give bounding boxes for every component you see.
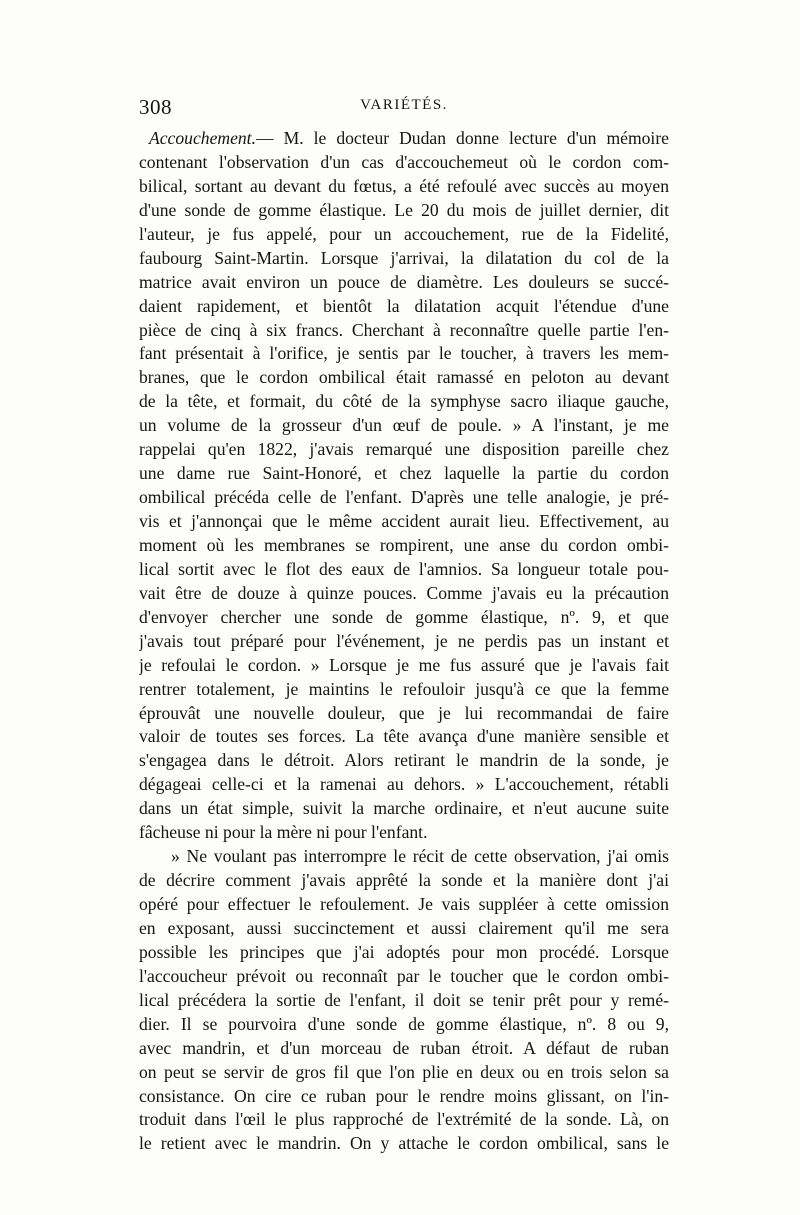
paragraph-accouchement — [139, 127, 669, 845]
text-line: de la tête, et formait, du côté de la symphyse sacro iliaque gauche, — [139, 391, 669, 412]
text-line: rappelai qu'en 1822, j'avais remarqué une disposition pareille chez — [139, 439, 669, 460]
running-head — [139, 95, 669, 123]
text-line: lical précédera la sortie de l'enfant, il doit se tenir prêt pour y remé- — [139, 989, 669, 1010]
text-line: moment où les membranes se rompirent, une anse du cordon ombi- — [139, 534, 669, 555]
text-line: lical sortit avec le flot des eaux de l'amnios. Sa longueur totale pou- — [139, 558, 669, 579]
text-line: s'engagea dans le détroit. Alors retirant le mandrin de la sonde, je — [139, 750, 669, 771]
text-line: je refoulai le cordon. » Lorsque je me fus assuré que je l'avais fait — [139, 654, 669, 675]
text-line: d'envoyer chercher une sonde de gomme élastique, nº. 9, et que — [139, 606, 669, 627]
text-line: le retient avec le mandrin. On y attache le cordon ombilical, sans le — [139, 1133, 669, 1154]
text-line: en exposant, aussi succinctement et aussi clairement qu'il me sera — [139, 917, 669, 938]
text-line: bilical, sortant au devant du fœtus, a été refoulé avec succès au moyen — [139, 175, 669, 196]
text-line: l'accoucheur prévoit ou reconnaît par le toucher que le cordon ombi- — [139, 965, 669, 986]
text-line: fâcheuse ni pour la mère ni pour l'enfant. — [139, 822, 428, 843]
text-line: vait être de douze à quinze pouces. Comme j'avais eu la précaution — [139, 582, 669, 603]
text-line: consistance. On cire ce ruban pour le rendre moins glissant, on l'in- — [139, 1085, 669, 1106]
text-line: rentrer totalement, je maintins le refouloir jusqu'à ce que la femme — [139, 678, 669, 699]
text-line: d'une sonde de gomme élastique. Le 20 du mois de juillet dernier, dit — [139, 199, 669, 220]
text-line: daient rapidement, et bientôt la dilatation acquit l'étendue d'une — [139, 295, 669, 316]
text-line — [139, 127, 669, 151]
text-line: ombilical précéda celle de l'enfant. D'après une telle analogie, je pré- — [139, 487, 669, 508]
text-line: l'auteur, je fus appelé, pour un accouchement, rue de la Fidelité, — [139, 223, 669, 244]
text-line: avec mandrin, et d'un morceau de ruban étroit. A défaut de ruban — [139, 1037, 669, 1058]
text-line: un volume de la grosseur d'un œuf de poule. » A l'instant, je me — [139, 415, 669, 436]
text-line: dier. Il se pourvoira d'une sonde de gomme élastique, nº. 8 ou 9, — [139, 1013, 669, 1034]
text-line: de décrire comment j'avais apprêté la sonde et la manière dont j'ai — [139, 870, 669, 891]
text-line: dégageai celle-ci et la ramenai au dehors. » L'accouchement, rétabli — [139, 774, 669, 795]
text-line: opéré pour effectuer le refoulement. Je vais suppléer à cette omission — [139, 894, 669, 914]
text-line: matrice avait environ un pouce de diamètre. Les douleurs se succé- — [139, 271, 669, 292]
text-line: éprouvât une nouvelle douleur, que je lui recommandai de faire — [139, 702, 669, 723]
text-line: contenant l'observation d'un cas d'accouchemeut où le cordon com- — [139, 151, 669, 172]
text-line: valoir de toutes ses forces. La tête avança d'une manière sensible et — [139, 726, 669, 747]
text-line-content: — M. le docteur Dudan donne lecture d'un mémoire — [255, 128, 669, 148]
paragraph-procedure — [139, 845, 669, 1156]
body-text — [139, 127, 669, 1156]
running-title: VARIÉTÉS. — [360, 97, 448, 113]
text-line: branes, que le cordon ombilical était ramassé en peloton au devant — [139, 367, 669, 388]
text-line: » Ne voulant pas interrompre le récit de cette observation, j'ai omis — [171, 846, 669, 867]
text-line: pièce de cinq à six francs. Cherchant à reconnaître quelle partie l'en- — [139, 319, 669, 340]
text-line: on peut se servir de gros fil que l'on plie en deux ou en trois selon sa — [139, 1061, 669, 1082]
text-line: j'avais tout préparé pour l'événement, je ne perdis pas un instant et — [139, 630, 669, 651]
text-line: vis et j'annonçai que le même accident aurait lieu. Effectivement, au — [139, 511, 669, 531]
text-line: faubourg Saint-Martin. Lorsque j'arrivai, la dilatation du col de la — [139, 247, 669, 268]
text-line: une dame rue Saint-Honoré, et chez laquelle la partie du cordon — [139, 463, 669, 484]
text-line: possible les principes que j'ai adoptés pour mon procédé. Lorsque — [139, 941, 669, 962]
text-line: troduit dans l'œil le plus rapproché de l'extrémité de la sonde. Là, on — [139, 1109, 669, 1130]
section-heading: Accouchement. — [149, 128, 256, 148]
text-line: fant présentait à l'orifice, je sentis par le toucher, à travers les mem- — [139, 343, 669, 364]
page-number: 308 — [139, 95, 172, 119]
text-line: dans un état simple, suivit la marche ordinaire, et n'eut aucune suite — [139, 798, 669, 819]
